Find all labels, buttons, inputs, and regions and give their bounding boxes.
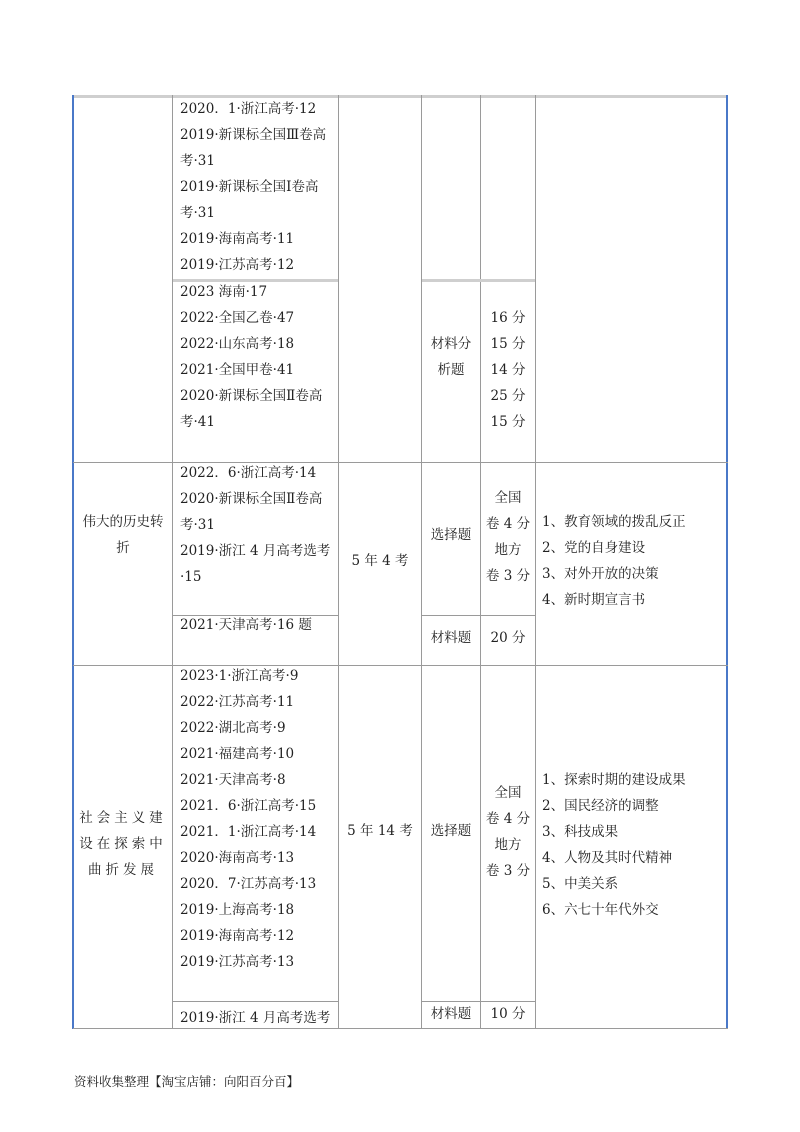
question-type-line: 材料分 (430, 336, 472, 352)
question-type-line: 析题 (437, 362, 465, 378)
col-line-3 (421, 95, 422, 1029)
row2-sub2-sources (180, 612, 336, 638)
row1-sub1-sources (180, 96, 336, 278)
topic-line: 设在探索中 (79, 836, 167, 852)
row-divider-1 (73, 462, 728, 463)
question-type-line: 选择题 (430, 527, 472, 543)
source-line: 2022·江苏高考·11 (180, 694, 295, 710)
row2-sub1-sources (180, 460, 336, 590)
key-point: 2、国民经济的调整 (542, 798, 659, 814)
source-line: 2020·新课标全国Ⅱ卷高 (180, 491, 323, 507)
source-line: ·15 (180, 569, 202, 585)
source-line: 2020．1·浙江高考·12 (180, 101, 317, 117)
source-line: 考·31 (180, 153, 215, 169)
row1-sub2-score (481, 305, 535, 435)
row1-sub2-sources (180, 279, 336, 435)
source-line: 2019·海南高考·12 (180, 928, 295, 944)
source-line: 2019·浙江 4 月高考选考 (180, 1010, 331, 1026)
source-line: 2021·天津高考·8 (180, 772, 286, 788)
source-line: 2022．6·浙江高考·14 (180, 465, 317, 481)
score-line: 16 分 (490, 310, 526, 326)
source-line: 2021·天津高考·16 题 (180, 617, 312, 633)
source-line: 2021·全国甲卷·41 (180, 362, 295, 378)
row3-sub1-sources (180, 663, 336, 975)
score-line: 全国 (494, 490, 522, 506)
row3-sub2-sources (180, 1005, 336, 1031)
score-line: 15 分 (490, 336, 526, 352)
row3-topic (74, 805, 172, 883)
key-point: 4、人物及其时代精神 (542, 850, 673, 866)
subrow-divider-1b (422, 279, 535, 282)
source-line: 2019·浙江 4 月高考选考 (180, 543, 331, 559)
source-line: 2019·新课标全国Ⅲ卷高 (180, 127, 327, 143)
source-line: 2019·江苏高考·12 (180, 257, 295, 273)
source-line: 2021．6·浙江高考·15 (180, 798, 317, 814)
row3-sub1-score (481, 780, 535, 884)
source-line: 2022·湖北高考·9 (180, 720, 286, 736)
source-line: 2022·山东高考·18 (180, 336, 295, 352)
source-line: 2021．1·浙江高考·14 (180, 824, 317, 840)
key-point: 3、科技成果 (542, 824, 619, 840)
question-type-line: 材料题 (430, 630, 472, 646)
row3-count: 5 年 14 考 (347, 823, 413, 839)
topic-line: 折 (116, 540, 130, 556)
key-point: 1、探索时期的建设成果 (542, 772, 686, 788)
key-point: 4、新时期宣言书 (542, 592, 646, 608)
row2-sub2-score (481, 625, 535, 651)
row2-key-points (542, 509, 724, 613)
score-line: 卷 4 分 (485, 811, 531, 827)
row2-count: 5 年 4 考 (351, 553, 409, 569)
score-line: 地方 (494, 837, 522, 853)
source-line: 2019·新课标全国Ⅰ卷高 (180, 179, 319, 195)
row2-sub1-type (422, 522, 480, 548)
row2-sub2-type (422, 625, 480, 651)
score-line: 10 分 (490, 1006, 526, 1022)
source-line: 2019·海南高考·11 (180, 231, 295, 247)
source-line: 2019·江苏高考·13 (180, 954, 295, 970)
source-line: 2022·全国乙卷·47 (180, 310, 295, 326)
source-line: 2020．7·江苏高考·13 (180, 876, 317, 892)
key-point: 3、对外开放的决策 (542, 566, 659, 582)
topic-line: 曲折发展 (88, 862, 158, 878)
row3-sub1-type (422, 818, 480, 844)
source-line: 2023·1·浙江高考·9 (180, 668, 299, 684)
row3-sub2-type (422, 1001, 480, 1027)
source-line: 考·41 (180, 414, 215, 430)
table-left-border (72, 95, 74, 1029)
source-line: 2019·上海高考·18 (180, 902, 295, 918)
subrow-divider-2b (422, 615, 535, 616)
score-line: 20 分 (490, 630, 526, 646)
source-line: 2020·新课标全国Ⅱ卷高 (180, 388, 323, 404)
row1-sub2-type (422, 331, 480, 383)
key-point: 2、党的自身建设 (542, 540, 646, 556)
topic-line: 社会主义建 (79, 810, 167, 826)
source-line: 考·31 (180, 205, 215, 221)
question-type-line: 材料题 (430, 1006, 472, 1022)
topic-line: 伟大的历史转 (82, 514, 164, 530)
source-line: 考·31 (180, 517, 215, 533)
score-line: 卷 4 分 (485, 516, 531, 532)
score-line: 卷 3 分 (485, 568, 531, 584)
score-line: 25 分 (490, 388, 526, 404)
col-line-5 (535, 95, 536, 1029)
subrow-divider-3 (173, 1001, 338, 1002)
score-line: 地方 (494, 542, 522, 558)
key-point: 1、教育领域的拨乱反正 (542, 514, 686, 530)
score-line: 14 分 (490, 362, 526, 378)
col-line-1 (172, 95, 173, 1029)
source-line: 2020·海南高考·13 (180, 850, 295, 866)
row3-sub2-score (481, 1001, 535, 1027)
source-line: 2023 海南·17 (180, 284, 268, 300)
score-line: 15 分 (490, 414, 526, 430)
row2-topic (74, 509, 172, 561)
footer-note: 资料收集整理【淘宝店铺：向阳百分百】 (74, 1074, 300, 1089)
source-line: 2021·福建高考·10 (180, 746, 295, 762)
score-line: 全国 (494, 785, 522, 801)
table-right-border (726, 95, 728, 1029)
row-divider-2 (73, 665, 728, 666)
row2-sub1-score (481, 485, 535, 589)
score-line: 卷 3 分 (485, 863, 531, 879)
key-point: 6、六七十年代外交 (542, 902, 659, 918)
row3-key-points (542, 767, 724, 923)
question-type-line: 选择题 (430, 823, 472, 839)
key-point: 5、中美关系 (542, 876, 619, 892)
